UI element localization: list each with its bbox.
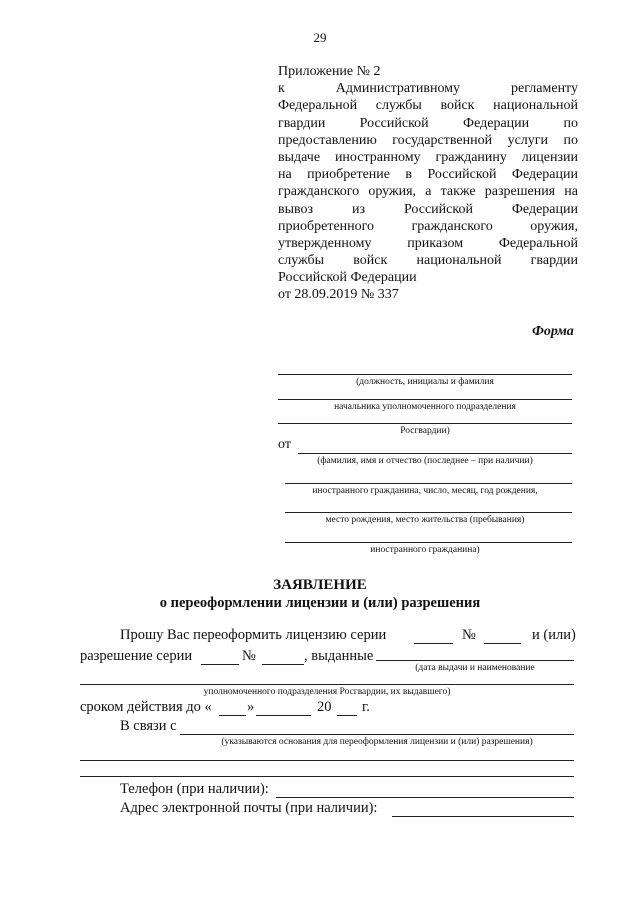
validity-year-field[interactable]: [337, 715, 357, 716]
appendix-line: предоставлению государственной услуги по: [278, 132, 578, 148]
license-series-field[interactable]: [414, 643, 453, 644]
issuing-unit-caption: уполномоченного подразделения Росгвардии, их выдавшего): [203, 687, 451, 697]
reason-label: В связи с: [120, 718, 177, 734]
addressee-caption: (должность, инициалы и фамилия: [356, 377, 494, 387]
appendix-line: Федеральной службы войск национальной: [278, 98, 578, 114]
license-number-field[interactable]: [484, 643, 521, 644]
applicant-caption: иностранного гражданина): [370, 545, 480, 555]
appendix-line: службы войск национальной гвардии: [278, 253, 578, 269]
addressee-rosgvardia-field[interactable]: [278, 423, 572, 424]
validity-year-suffix: г.: [362, 699, 370, 715]
form-label: Форма: [532, 324, 574, 339]
issue-caption: (дата выдачи и наименование: [415, 663, 535, 673]
appendix-block: [278, 63, 578, 304]
reason-field[interactable]: [180, 734, 574, 735]
reason-caption: (указываются основания для переоформления лицензии и (или) разрешения): [221, 737, 533, 747]
from-label: от: [278, 437, 291, 452]
appendix-line: Российской Федерации: [278, 270, 417, 286]
phone-label: Телефон (при наличии):: [120, 781, 269, 797]
validity-month-field[interactable]: [256, 715, 311, 716]
permit-series-field[interactable]: [201, 664, 239, 665]
addressee-unit-field[interactable]: [278, 399, 572, 400]
and-or-label: и (или): [532, 627, 576, 643]
reason-field-line-3[interactable]: [80, 776, 574, 777]
appendix-line: вывоз из Российской Федерации: [278, 201, 578, 217]
issue-date-field[interactable]: [376, 660, 574, 661]
appendix-heading: Приложение № 2: [278, 64, 381, 79]
appendix-line: приобретенного гражданского оружия,: [278, 218, 578, 234]
applicant-caption: иностранного гражданина, число, месяц, год рождения,: [312, 486, 538, 496]
applicant-birth-field[interactable]: [285, 483, 572, 484]
applicant-residence-field[interactable]: [285, 512, 572, 513]
issued-label: , выданные: [304, 648, 374, 664]
applicant-caption: место рождения, место жительства (пребывания): [325, 515, 525, 525]
applicant-caption: (фамилия, имя и отчество (последнее – при наличии): [317, 456, 533, 466]
validity-quote: »: [247, 699, 255, 715]
issuing-unit-field[interactable]: [80, 684, 574, 685]
appendix-date: от 28.09.2019 № 337: [278, 287, 399, 303]
addressee-position-field[interactable]: [278, 374, 572, 375]
appendix-line: гражданского оружия, а также разрешения на: [278, 184, 578, 200]
phone-field[interactable]: [276, 797, 574, 798]
applicant-name-field[interactable]: [298, 453, 572, 454]
validity-label: сроком действия до «: [80, 699, 212, 715]
permit-series-label: разрешение серии: [80, 648, 193, 664]
validity-day-field[interactable]: [219, 715, 246, 716]
appendix-line: на приобретение в Российской Федерации: [278, 167, 578, 183]
email-label: Адрес электронной почты (при наличии):: [120, 800, 378, 816]
addressee-caption: начальника уполномоченного подразделения: [334, 402, 516, 412]
appendix-line: гвардии Российской Федерации по: [278, 115, 578, 131]
permit-number-field[interactable]: [262, 664, 304, 665]
license-series-label: Прошу Вас переоформить лицензию серии: [120, 627, 387, 643]
applicant-extra-field[interactable]: [285, 542, 572, 543]
validity-year-prefix: 20: [317, 699, 332, 715]
statement-subtitle: о переоформлении лицензии и (или) разрешения: [159, 595, 481, 611]
license-number-label: №: [462, 627, 476, 643]
appendix-line: выдаче иностранному гражданину лицензии: [278, 149, 578, 165]
addressee-caption: Росгвардии): [400, 426, 450, 436]
appendix-line: к Административному регламенту: [278, 81, 578, 97]
reason-field-line-2[interactable]: [80, 760, 574, 761]
page-number: 29: [313, 30, 327, 45]
statement-title: ЗАЯВЛЕНИЕ: [273, 577, 367, 593]
appendix-line: утвержденному приказом Федеральной: [278, 235, 578, 251]
email-field[interactable]: [392, 816, 574, 817]
permit-number-label: №: [242, 648, 256, 664]
